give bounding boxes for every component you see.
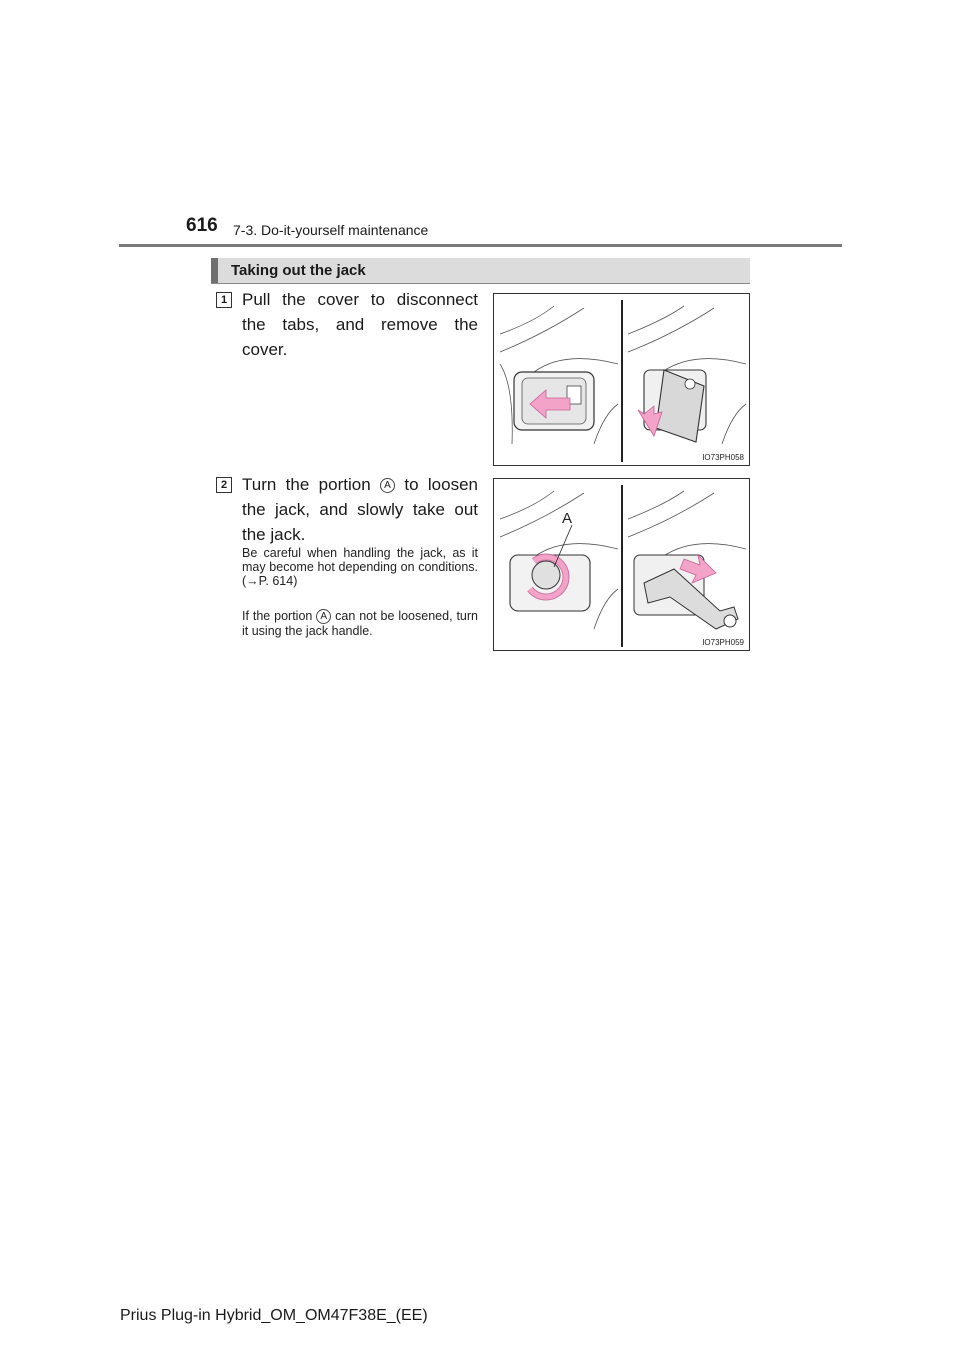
page-number: 616 <box>186 215 218 236</box>
step-2-badge: 2 <box>216 477 232 493</box>
subsection-underline <box>211 283 750 284</box>
step-2-text <box>242 472 478 547</box>
figure-1-code: IO73PH058 <box>702 453 744 462</box>
marker-a: A <box>316 609 331 624</box>
figure-remove-cover <box>493 293 750 466</box>
marker-a: A <box>380 478 395 493</box>
subsection-title: Taking out the jack <box>231 262 366 279</box>
section-title: 7-3. Do-it-yourself maintenance <box>233 222 429 238</box>
figure-take-out-jack <box>493 478 750 651</box>
header-rule <box>119 244 842 247</box>
note-text-after: can not be loosened, turn it using the jack handle. <box>242 609 478 639</box>
figure-2-code: IO73PH059 <box>702 638 744 647</box>
step-2-text-before: Turn the portion <box>242 475 380 494</box>
footer-model: Prius Plug-in Hybrid_OM_OM47F38E_(EE) <box>120 1307 428 1324</box>
step-2-text-after: to loosen the jack, and slowly take out the jack. <box>242 475 478 544</box>
figure-label-a: A <box>562 510 573 527</box>
step-2-note-handle <box>242 609 478 638</box>
note-text-before: If the portion <box>242 609 317 623</box>
subsection-heading <box>211 258 750 283</box>
step-1-badge: 1 <box>216 292 232 308</box>
step-2-note-hot: Be careful when handling the jack, as it may become hot depending on conditions. (→P. 614) <box>242 546 478 588</box>
jack-illustration <box>494 479 750 651</box>
step-1-text: Pull the cover to disconnect the tabs, and remove the cover. <box>242 290 478 359</box>
cover-illustration <box>494 294 750 466</box>
